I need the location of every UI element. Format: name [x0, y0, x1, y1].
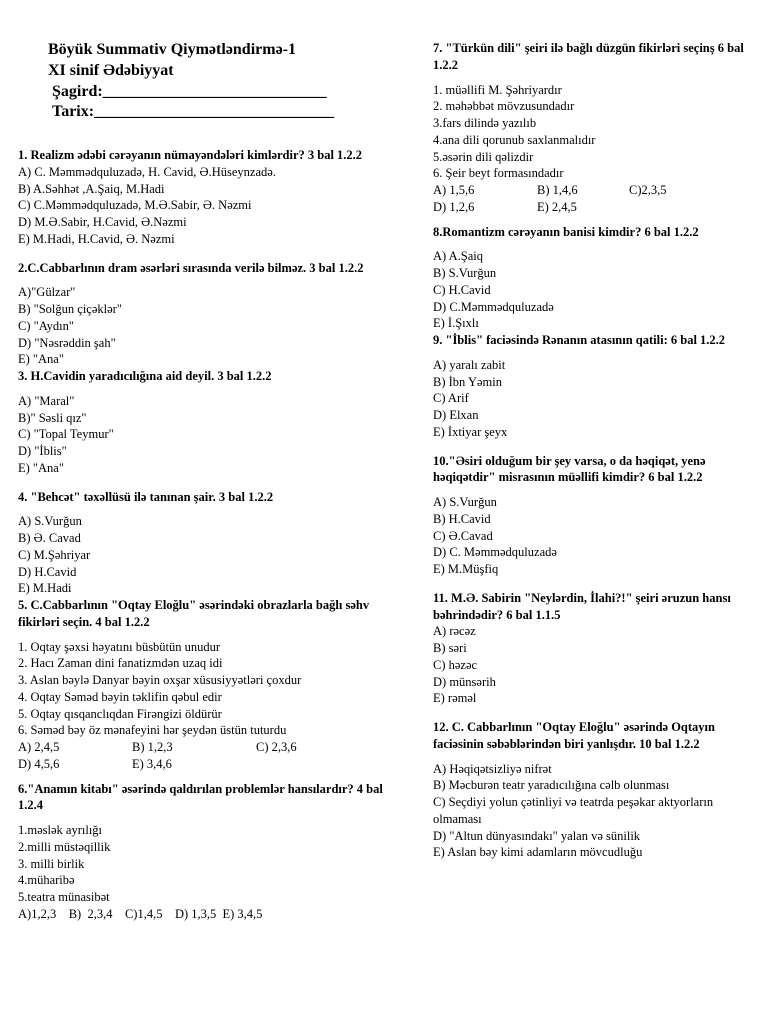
question-title: 9. "İblis" faciəsində Rənanın atasının qatili: 6 bal 1.2.2 — [433, 333, 726, 347]
question-7 — [433, 40, 753, 216]
date-field: Tarix:______________________________ — [52, 103, 335, 121]
answer-row — [18, 756, 400, 773]
option: D) "Nəsrəddin şah" — [18, 335, 116, 350]
statement: 2. Hacı Zaman dini fanatizmdən uzaq idi — [18, 656, 223, 671]
question-title: 1. Realizm ədəbi cərəyanın nümayəndələri kimlərdir? 3 bal 1.2.2 — [18, 148, 363, 163]
question-6 — [18, 781, 400, 923]
question-4 — [18, 489, 400, 598]
option: D) "İblis" — [18, 444, 67, 459]
statement: 4. Oqtay Səməd bəyin təklifin qəbul edir — [18, 689, 222, 704]
answer-option: E) 2,4,5 — [537, 199, 577, 214]
student-name-field: Şagird:____________________________ — [52, 82, 327, 100]
option: B) Məcburən teatr yaradıcılığına cəlb olunması — [433, 778, 670, 793]
question-title: 2.C.Cabbarlının dram əsərləri sırasında verilə bilməz. 3 bal 1.2.2 — [18, 260, 364, 275]
option: D) H.Cavid — [18, 564, 77, 579]
statement: 1. Oqtay şəxsi həyatını büsbütün unudur — [18, 639, 221, 654]
answer-row — [18, 739, 400, 756]
answer-row — [433, 182, 753, 199]
option: E) M.Hadi, H.Cavid, Ə. Nəzmi — [18, 231, 175, 246]
question-9 — [433, 332, 753, 441]
answer-option: A) 1,5,6 — [433, 183, 475, 197]
statement: 2.milli müstəqillik — [18, 839, 111, 854]
class-subject: XI sinif Ədəbiyyat — [48, 61, 174, 79]
answer-option: E) 3,4,6 — [132, 756, 172, 771]
right-column — [433, 40, 753, 861]
statement: 3. milli birlik — [18, 856, 85, 871]
statement: 2. məhəbbət mövzusundadır — [433, 99, 575, 114]
question-title: 8.Romantizm cərəyanın banisi kimdir? 6 bal 1.2.2 — [433, 224, 699, 239]
option: B) səri — [433, 641, 467, 655]
option: B)" Səsli qız" — [18, 410, 87, 425]
statement: 5.əsərin dili qəlizdir — [433, 149, 534, 164]
statement: 5. Oqtay qısqanclıqdan Firəngizi öldürür — [18, 706, 222, 721]
option: A)"Gülzar" — [18, 285, 76, 300]
statement: 3. Aslan bəylə Danyar bəyin oxşar xüsusiyyətləri çoxdur — [18, 673, 302, 688]
option: B) "Solğun çiçəklər" — [18, 302, 122, 317]
question-11 — [433, 590, 753, 707]
statement: 6. Səməd bəy öz mənafeyini hər şeydən üstün tuturdu — [18, 723, 287, 738]
option: A) Həqiqətsizliyə nifrət — [433, 761, 552, 776]
question-title: 7. "Türkün dili" şeiri ilə bağlı düzgün fikirləri seçinş 6 bal 1.2.2 — [433, 41, 744, 72]
option: C) H.Cavid — [433, 282, 491, 297]
option: C) Arif — [433, 391, 469, 406]
option: D) M.Ə.Sabir, H.Cavid, Ə.Nəzmi — [18, 215, 187, 230]
question-10 — [433, 453, 753, 578]
option: C) M.Şəhriyar — [18, 547, 91, 562]
option: B) A.Səhhət ,A.Şaiq, M.Hadi — [18, 181, 165, 196]
option: A) S.Vurğun — [433, 495, 497, 509]
option: E) "Ana" — [18, 352, 64, 367]
option: C) "Aydın" — [18, 318, 74, 333]
option: D) C. Məmmədquluzadə — [433, 545, 557, 560]
option: A) "Maral" — [18, 393, 75, 408]
question-title: 3. H.Cavidin yaradıcılığına aid deyil. 3 bal 1.2.2 — [18, 369, 272, 384]
option: E) İxtiyar şeyx — [433, 424, 508, 439]
option: A) rəcəz — [433, 624, 476, 639]
statement: 3.fars dilində yazılıb — [433, 116, 537, 130]
question-title: 5. C.Cabbarlının "Oqtay Eloğlu" əsərindəki obrazlarla bağlı səhv fikirləri seçin. 4 bal 1.2.2 — [18, 598, 370, 629]
answer-row — [433, 199, 753, 216]
document-title: Böyük Summativ Qiymətləndirmə-1 — [48, 41, 296, 58]
option: E) M.Müşfiq — [433, 562, 499, 576]
question-title: 11. M.Ə. Sabirin "Neylərdin, İlahi?!" şeiri əruzun hansı bəhrindədir? 6 bal 1.1.5 — [433, 590, 731, 622]
option: E) rəməl — [433, 691, 477, 706]
option: D) Elxan — [433, 408, 479, 422]
option: B) İbn Yəmin — [433, 374, 502, 389]
statement: 6. Şeir beyt formasındadır — [433, 166, 564, 181]
statement: 4.ana dili qorunub saxlanmalıdır — [433, 132, 596, 147]
option: D) C.Məmmədquluzadə — [433, 299, 554, 314]
question-12 — [433, 719, 753, 861]
question-2 — [18, 260, 400, 369]
answer-option: B) 1,2,3 — [132, 740, 173, 755]
option: A) C. Məmmədquluzadə, H. Cavid, Ə.Hüseynzadə. — [18, 164, 276, 179]
answer-option: D) 1,2,6 — [433, 199, 475, 214]
option: C) "Topal Teymur" — [18, 427, 114, 442]
statement: 1.məslək ayrılığı — [18, 823, 103, 838]
option: C) Seçdiyi yolun çətinliyi və teatrda peşəkar aktyorların olmaması — [433, 795, 714, 826]
document-header — [48, 40, 400, 123]
answer-option: C) 2,3,6 — [256, 740, 297, 755]
question-3 — [18, 368, 400, 477]
option: C) həzəc — [433, 657, 478, 672]
question-1 — [18, 147, 400, 248]
answer-option: C)2,3,5 — [629, 183, 667, 197]
question-title: 6."Anamın kitabı" əsərində qaldırılan problemlər hansılardır? 4 bal 1.2.4 — [18, 781, 383, 813]
answer-row: A)1,2,3 B) 2,3,4 C)1,4,5 D) 1,3,5 E) 3,4,5 — [18, 906, 263, 921]
question-title: 10."Əsiri olduğum bir şey varsa, o da həqiqət, yenə həqiqətdir" misrasının müəllifi kimdir? 6 bal 1.2.2 — [433, 453, 706, 485]
statement: 1. müəllifi M. Şəhriyardır — [433, 82, 562, 97]
answer-option: D) 4,5,6 — [18, 756, 60, 771]
option: E) İ.Şıxlı — [433, 316, 479, 331]
option: A) S.Vurğun — [18, 514, 82, 529]
answer-option: B) 1,4,6 — [537, 183, 578, 197]
answer-option: A) 2,4,5 — [18, 740, 60, 755]
option: B) H.Cavid — [433, 511, 491, 526]
option: E) "Ana" — [18, 460, 64, 475]
option: B) S.Vurğun — [433, 266, 497, 280]
option: A) A.Şaiq — [433, 249, 483, 264]
option: D) "Altun dünyasındakı" yalan və sünilik — [433, 828, 641, 843]
option: E) M.Hadi — [18, 581, 72, 596]
option: A) yaralı zabit — [433, 357, 506, 372]
option: C) C.Məmmədquluzadə, M.Ə.Sabir, Ə. Nəzmi — [18, 198, 252, 213]
question-title: 4. "Behcət" təxəllüsü ilə tanınan şair. 3 bal 1.2.2 — [18, 489, 274, 504]
option: E) Aslan bəy kimi adamların mövcudluğu — [433, 845, 643, 860]
question-5 — [18, 597, 400, 773]
option: C) Ə.Cavad — [433, 528, 493, 543]
statement: 4.müharibə — [18, 873, 75, 888]
statement: 5.teatra münasibət — [18, 890, 110, 905]
option: B) Ə. Cavad — [18, 531, 81, 546]
left-column — [18, 40, 400, 923]
question-title: 12. C. Cabbarlının "Oqtay Eloğlu" əsərində Oqtayın faciəsinin səbəblərindən biri yanlışdır. 10 bal 1.2.2 — [433, 720, 715, 751]
option: D) münsərih — [433, 674, 496, 689]
question-8 — [433, 224, 753, 333]
